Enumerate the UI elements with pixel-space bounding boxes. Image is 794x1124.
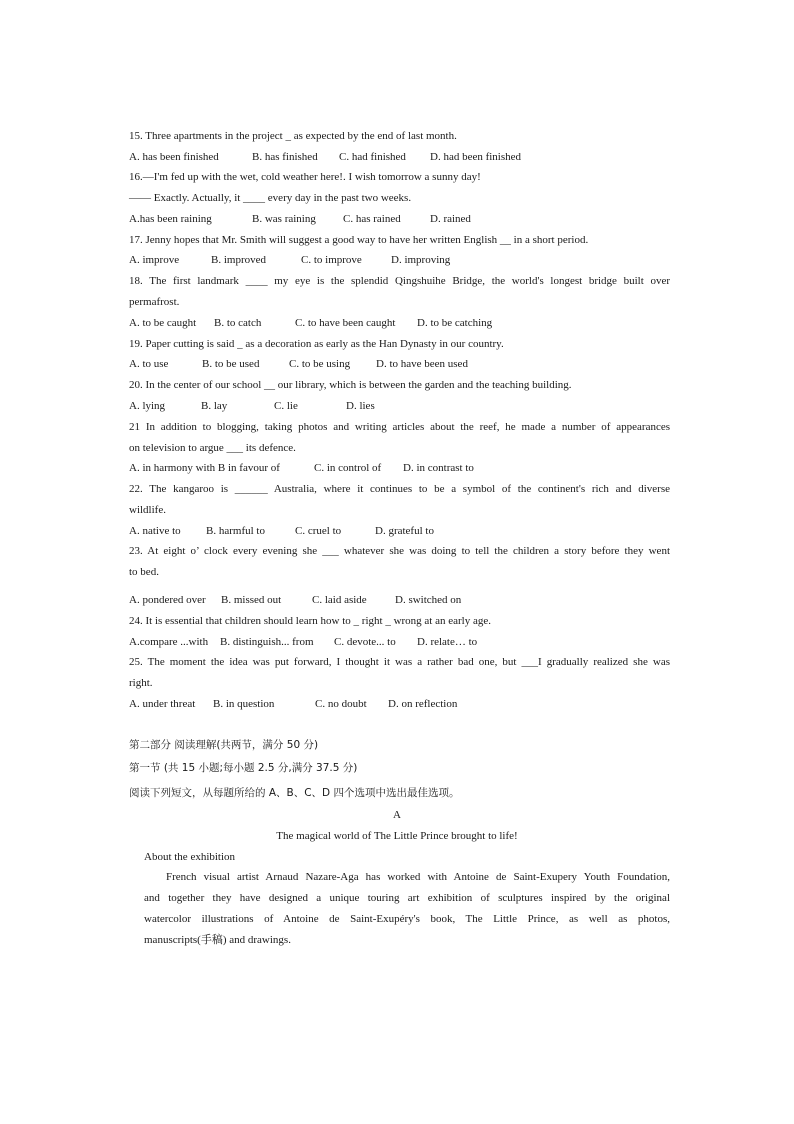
q19-option-b: B. to be used [202,358,260,370]
question-25-stem: 25. The moment the idea was put forward, I thought it was a rather bad one, but ___I gradually realized she was [129,656,670,668]
q22-option-a: A. native to [129,525,181,537]
question-25-stem-cont: right. [129,677,153,689]
question-16-reply: —— Exactly. Actually, it ____ every day in the past two weeks. [129,192,412,204]
q15-option-c: C. had finished [339,151,406,163]
q24-option-d: D. relate… to [417,636,478,648]
q18-option-a: A. to be caught [129,317,197,329]
question-23-stem-cont: to bed. [129,566,159,578]
passage-title: The magical world of The Little Prince brought to life! [276,830,518,842]
q15-option-d: D. had been finished [430,151,522,163]
passage-line: watercolor illustrations of Antoine de Saint-Exupéry's book, The Little Prince, as well as photos, [144,913,670,925]
part2-heading: 第二部分 阅读理解(共两节，满分 50 分) [129,739,319,751]
question-24-stem: 24. It is essential that children should learn how to _ right _ wrong at an early age. [129,615,491,627]
q22-option-d: D. grateful to [375,525,434,537]
q22-option-b: B. harmful to [206,525,265,537]
q15-option-a: A. has been finished [129,151,219,163]
q21-option-c: C. in control of [314,462,382,474]
q25-option-a: A. under threat [129,698,196,710]
q19-option-c: C. to be using [289,358,351,370]
q23-option-d: D. switched on [395,594,462,606]
passage-subheading: About the exhibition [144,851,236,863]
q17-option-b: B. improved [211,254,266,266]
q18-option-b: B. to catch [214,317,262,329]
q16-option-b: B. was raining [252,213,316,225]
q24-option-b: B. distinguish... from [220,636,314,648]
q24-option-c: C. devote... to [334,636,396,648]
q25-option-c: C. no doubt [315,698,367,710]
question-21-stem-cont: on television to argue ___ its defence. [129,442,296,454]
q18-option-d: D. to be catching [417,317,493,329]
passage-letter: A [393,809,401,821]
question-23-stem: 23. At eight o’ clock every evening she ___ whatever she was doing to tell the children a story before they went [129,545,670,557]
question-19-stem: 19. Paper cutting is said _ as a decoration as early as the Han Dynasty in our country. [129,338,504,350]
q17-option-a: A. improve [129,254,180,266]
q16-option-a: A.has been raining [129,213,212,225]
q20-option-d: D. lies [346,400,375,412]
question-22-stem: 22. The kangaroo is ______ Australia, where it continues to be a symbol of the continent's rich and diverse [129,483,670,495]
q18-option-c: C. to have been caught [295,317,396,329]
question-20-stem: 20. In the center of our school __ our library, which is between the garden and the teaching building. [129,379,572,391]
q19-option-a: A. to use [129,358,169,370]
q15-option-b: B. has finished [252,151,318,163]
q17-option-c: C. to improve [301,254,362,266]
q23-option-b: B. missed out [221,594,282,606]
question-18-stem-cont: permafrost. [129,296,180,308]
question-17-stem: 17. Jenny hopes that Mr. Smith will suggest a good way to have her written English __ in a short period. [129,234,589,246]
passage-line: French visual artist Arnaud Nazare-Aga has worked with Antoine de Saint-Exupery Youth Foundation, [166,871,670,883]
question-21-stem: 21 In addition to blogging, taking photos and writing articles about the reef, he made a number of appearances [129,421,670,433]
q21-option-a-b: A. in harmony with B in favour of [129,462,280,474]
reading-instruction: 阅读下列短文，从每题所给的 A、B、C、D 四个选项中选出最佳选项。 [129,787,460,799]
q25-option-d: D. on reflection [388,698,458,710]
question-22-stem-cont: wildlife. [129,504,166,516]
q17-option-d: D. improving [391,254,451,266]
q16-option-c: C. has rained [343,213,401,225]
q24-option-a: A.compare ...with [129,636,209,648]
question-15-stem: 15. Three apartments in the project _ as expected by the end of last month. [129,130,457,142]
q20-option-b: B. lay [201,400,228,412]
q16-option-d: D. rained [430,213,471,225]
q20-option-c: C. lie [274,400,298,412]
q21-option-d: D. in contrast to [403,462,474,474]
q25-option-b: B. in question [213,698,275,710]
q22-option-c: C. cruel to [295,525,342,537]
q23-option-a: A. pondered over [129,594,206,606]
question-16-stem: 16.—I'm fed up with the wet, cold weather here!. I wish tomorrow a sunny day! [129,171,481,183]
q20-option-a: A. lying [129,400,166,412]
passage-line: and together they have designed a unique touring art exhibition of sculptures inspired by the original [144,892,670,904]
question-18-stem: 18. The first landmark ____ my eye is the splendid Qingshuihe Bridge, the world's longest bridge built over [129,275,670,287]
q19-option-d: D. to have been used [376,358,468,370]
passage-line: manuscripts(手稿) and drawings. [144,934,291,946]
section1-heading: 第一节 (共 15 小题;每小题 2.5 分,满分 37.5 分) [129,762,358,774]
q23-option-c: C. laid aside [312,594,367,606]
